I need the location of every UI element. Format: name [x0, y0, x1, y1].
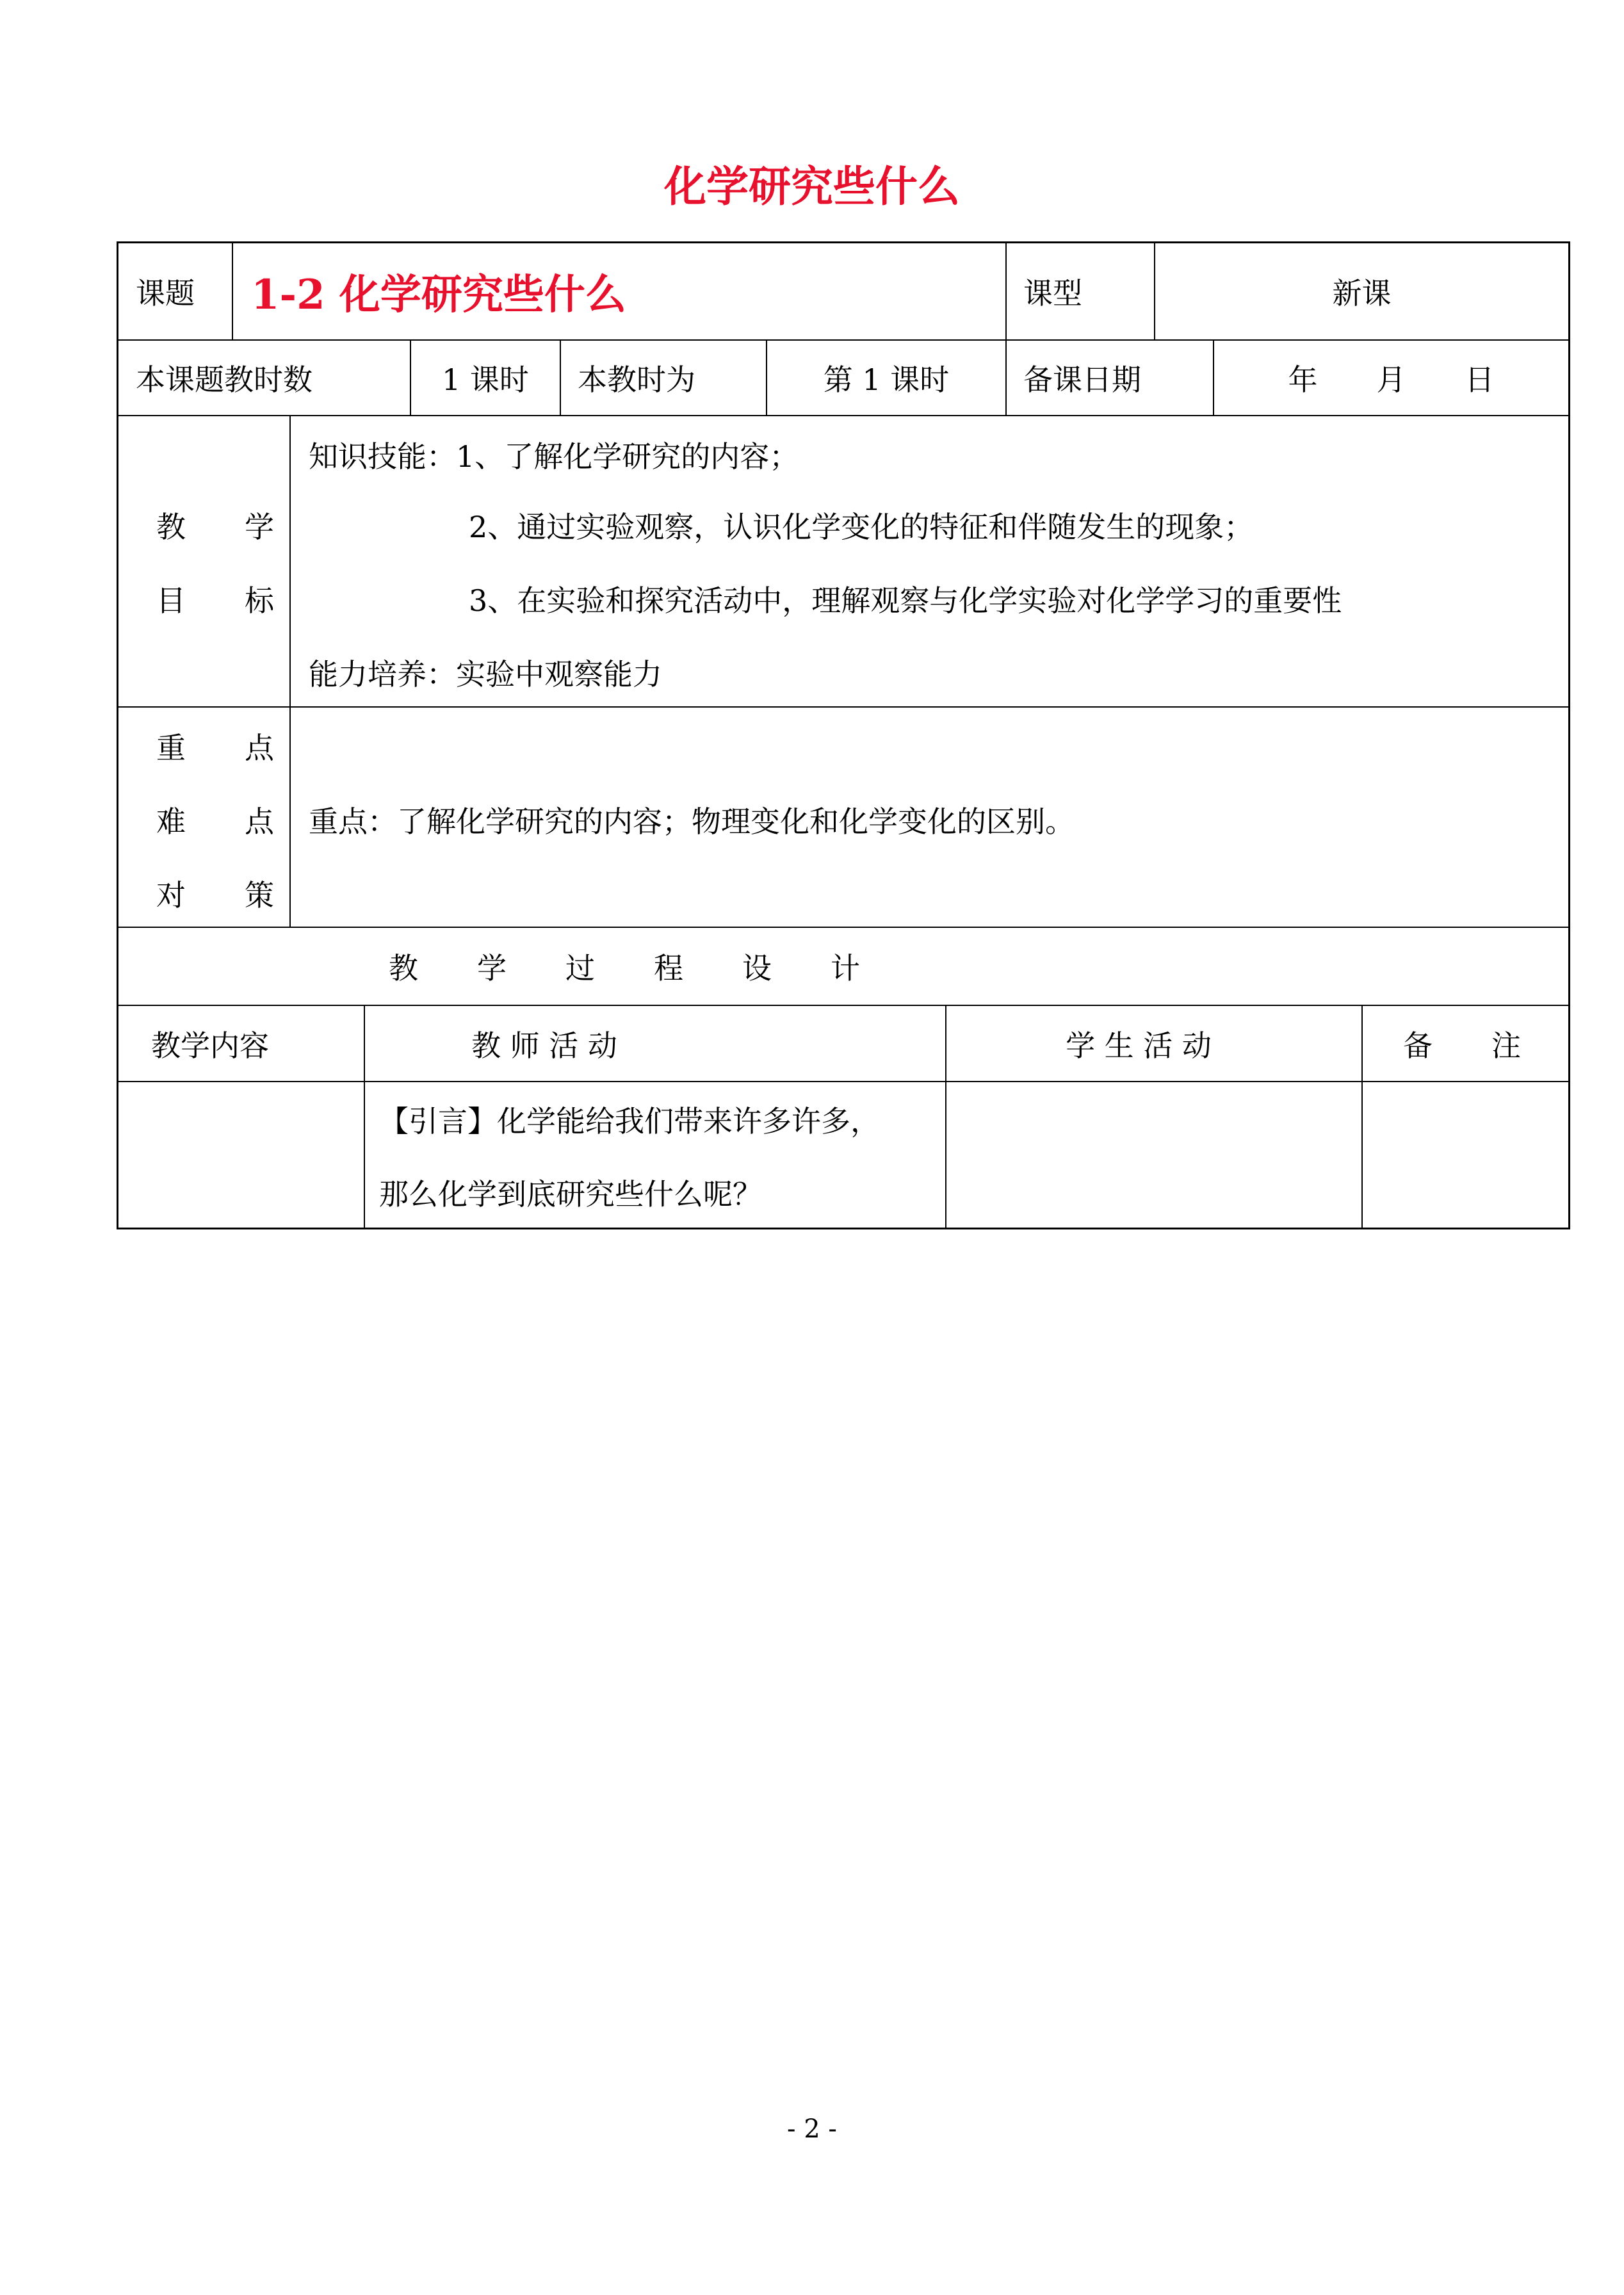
document-title: 化学研究些什么 — [664, 161, 960, 211]
date-value: 年 月 日 — [1288, 362, 1495, 397]
current-value: 第 1 课时 — [823, 362, 950, 397]
topic-label: 课题 — [136, 276, 195, 311]
row-divider — [117, 415, 1570, 416]
date-label: 备课日期 — [1023, 362, 1141, 397]
table-border-right — [1568, 241, 1570, 1229]
focus-label-line-1: 重 点 — [156, 731, 274, 765]
teacher-activity-line: 那么化学到底研究些什么呢？ — [379, 1177, 762, 1212]
row-divider — [117, 706, 1570, 708]
column-divider — [560, 339, 561, 416]
table-border-left — [117, 241, 118, 1229]
hours-label: 本课题教时数 — [136, 362, 313, 397]
objectives-line: 能力培养：实验中观察能力 — [309, 657, 662, 692]
column-divider — [289, 415, 291, 927]
type-label: 课型 — [1023, 276, 1082, 311]
focus-text: 重点：了解化学研究的内容；物理变化和化学变化的区别。 — [309, 804, 1075, 839]
column-divider — [1005, 339, 1007, 416]
objectives-label-line-2: 目 标 — [156, 583, 274, 618]
column-divider — [1005, 241, 1007, 340]
column-divider — [232, 241, 233, 340]
focus-label-line-3: 对 策 — [156, 878, 274, 912]
objectives-line: 2、通过实验观察，认识化学变化的特征和伴随发生的现象； — [469, 510, 1254, 544]
row-divider — [117, 1005, 1570, 1006]
row-divider — [117, 1081, 1570, 1082]
column-header-teacher: 教 师 活 动 — [471, 1028, 617, 1063]
objectives-label-line-1: 教 学 — [156, 510, 274, 544]
current-label: 本教时为 — [578, 362, 695, 397]
table-border-bottom — [117, 1228, 1570, 1229]
column-header-student: 学 生 活 动 — [1066, 1028, 1212, 1063]
objectives-line: 知识技能：1、了解化学研究的内容； — [309, 439, 799, 474]
column-header-note: 备 注 — [1403, 1028, 1521, 1063]
hours-value: 1 课时 — [442, 362, 529, 397]
page-number: - 2 - — [787, 2114, 837, 2144]
teacher-activity-line: 【引言】化学能给我们带来许多许多， — [379, 1104, 880, 1139]
column-header-content: 教学内容 — [151, 1028, 269, 1063]
objectives-line: 3、在实验和探究活动中，理解观察与化学实验对化学学习的重要性 — [469, 583, 1342, 618]
topic-value: 1-2 化学研究些什么 — [251, 271, 626, 319]
focus-label-line-2: 难 点 — [156, 804, 274, 839]
type-value: 新课 — [1332, 276, 1392, 311]
process-title: 教 学 过 程 设 计 — [389, 951, 860, 985]
